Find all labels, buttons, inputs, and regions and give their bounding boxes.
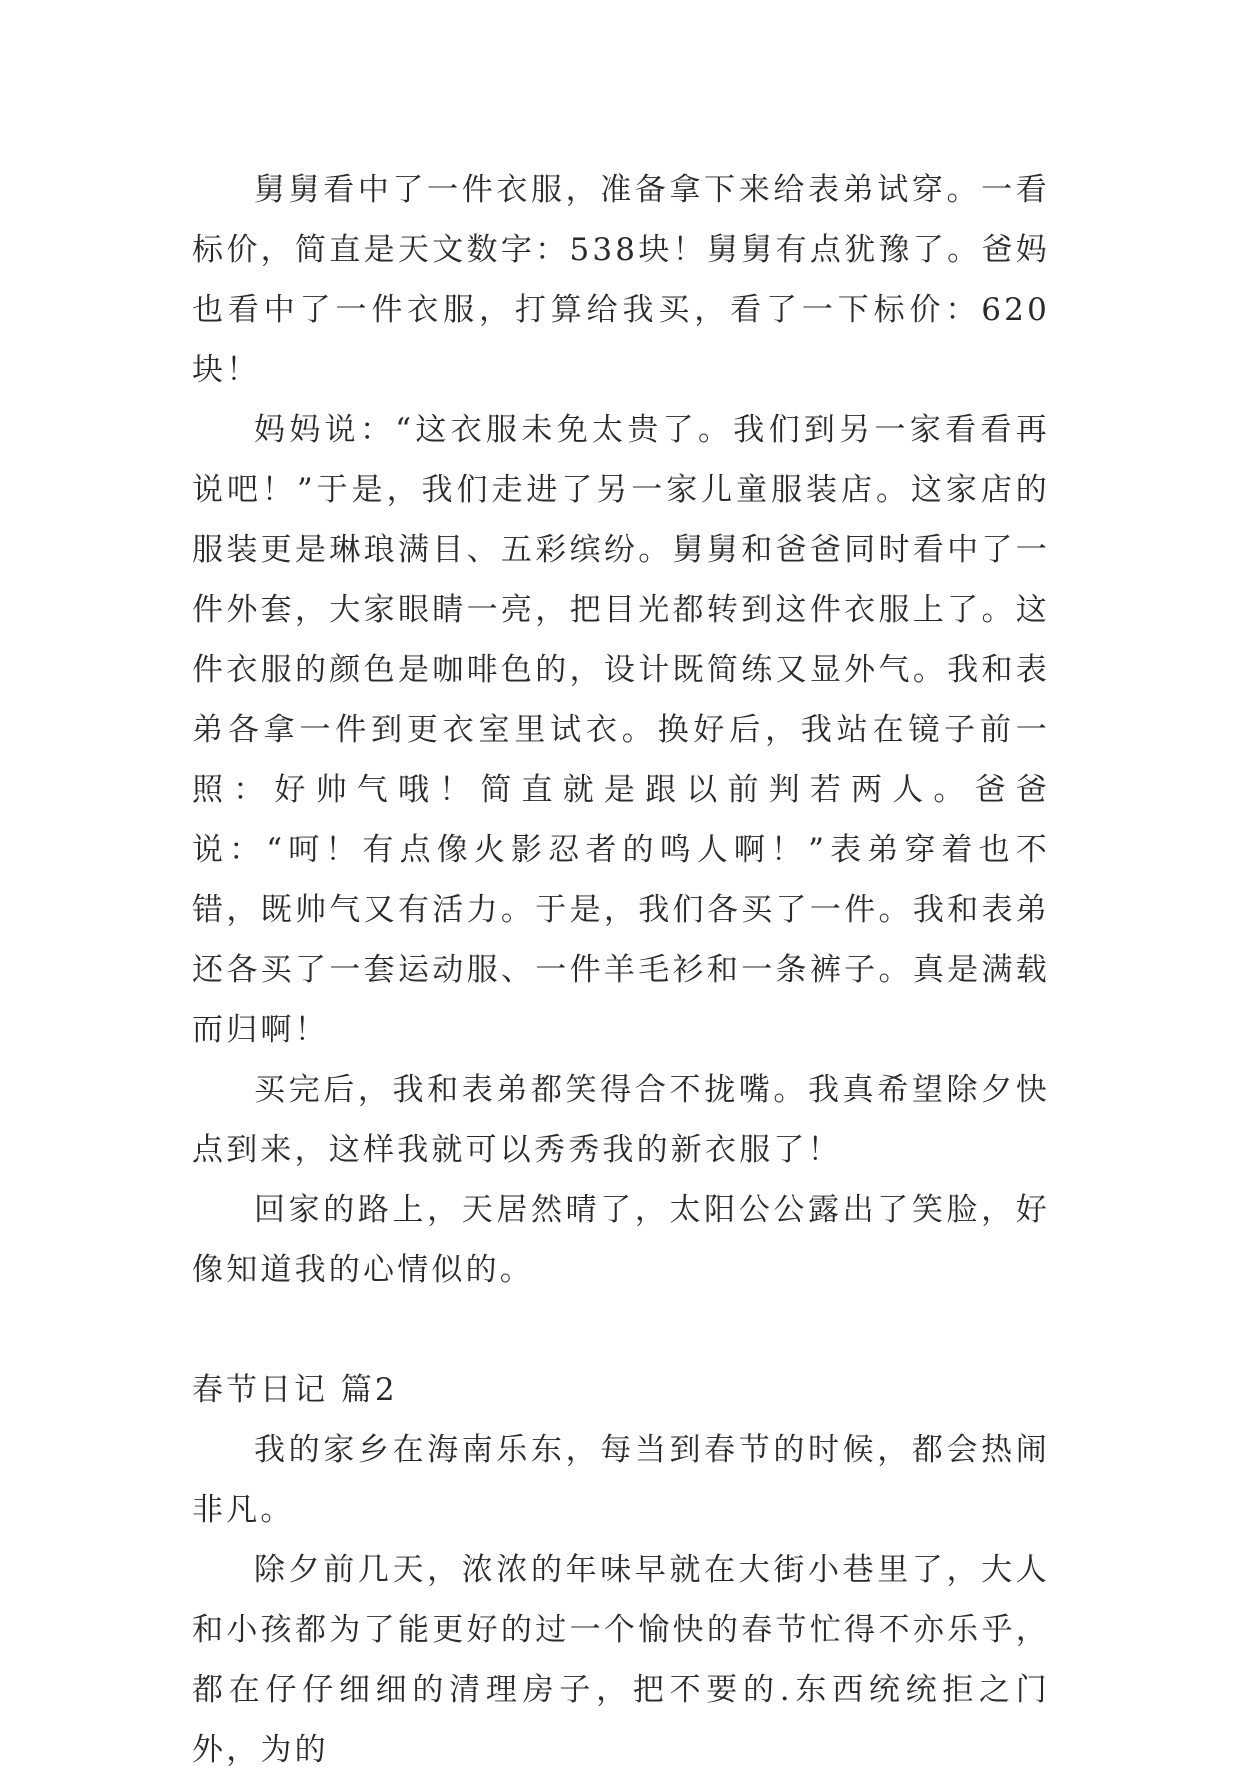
section-spacer (192, 1300, 1050, 1360)
paragraph: 买完后，我和表弟都笑得合不拢嘴。我真希望除夕快点到来，这样我就可以秀秀我的新衣服了！ (192, 1072, 1050, 1168)
paragraph: 回家的路上，天居然晴了，太阳公公露出了笑脸，好像知道我的心情似的。 (192, 1192, 1050, 1288)
document-body (192, 160, 1050, 1780)
paragraph: 舅舅看中了一件衣服，准备拿下来给表弟试穿。一看标价，简直是天文数字：538块！舅舅有点犹豫了。爸妈也看中了一件衣服，打算给我买，看了一下标价：620块！ (192, 172, 1050, 388)
paragraph: 妈妈说：“这衣服未免太贵了。我们到另一家看看再说吧！”于是，我们走进了另一家儿童服装店。这家店的服装更是琳琅满目、五彩缤纷。舅舅和爸爸同时看中了一件外套，大家眼睛一亮，把目光都转到这件衣服上了。这件衣服的颜色是咖啡色的，设计既简练又显外气。我和表弟各拿一件到更衣室里试衣。换好后，我站在镜子前一照：好帅气哦！简直就是跟以前判若两人。爸爸说：“呵！有点像火影忍者的鸣人啊！”表弟穿着也不错，既帅气又有活力。于是，我们各买了一件。我和表弟还各买了一套运动服、一件羊毛衫和一条裤子。真是满载而归啊！ (192, 412, 1050, 1048)
paragraph: 我的家乡在海南乐东，每当到春节的时候，都会热闹非凡。 (192, 1432, 1050, 1528)
paragraph: 除夕前几天，浓浓的年味早就在大街小巷里了，大人和小孩都为了能更好的过一个愉快的春节忙得不亦乐乎，都在仔仔细细的清理房子，把不要的.东西统统拒之门外，为的 (192, 1552, 1050, 1768)
section-heading: 春节日记 篇2 (192, 1372, 398, 1408)
